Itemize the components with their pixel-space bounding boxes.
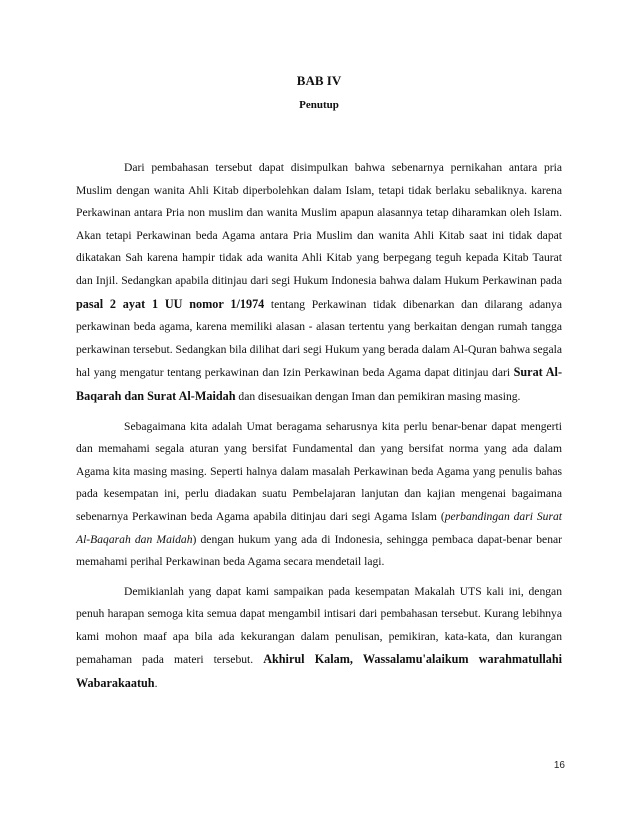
page-number: 16 — [553, 760, 565, 771]
chapter-label: BAB IV — [296, 73, 342, 88]
text-segment: . — [154, 677, 158, 691]
body-text — [76, 157, 562, 696]
text-segment: ) dengan hukum yang ada di Indonesia, sehingga pembaca dapat-benar benar memahami perihal Perkawinan beda Agama secara mendetail lagi. — [76, 532, 562, 569]
text-segment: Dari pembahasan tersebut dapat disimpulkan bahwa sebenarnya pernikahan antara pria Muslim dengan wanita Ahli Kitab diperbolehkan dalam Islam, tetapi tidak berlaku sebaliknya. karena Perkawinan antara Pria non muslim dan wanita Muslim apapun alasannya tetap diharamkan oleh Islam. Akan tetapi Perkawinan beda Agama antara Pria Muslim dan wanita Ahli Kitab saat ini tidak dapat dikatakan Sah karena hampir tidak ada wanita Ahli Kitab yang berpegang teguh kepada Kitab Taurat dan Injil. Sedangkan apabila ditinjau dari segi Hukum Indonesia bahwa dalam Hukum Perkawinan pada — [76, 161, 562, 287]
text-segment: tentang Perkawinan tidak dibenarkan dan dilarang adanya perkawinan beda agama, karena memiliki alasan - alasan tertentu yang berkaitan dengan rumah tangga perkawinan tersebut. Sedangkan bila dilihat dari segi Hukum yang berada dalam Al-Quran bahwa segala hal yang mengatur tentang perkawinan dan Izin Perkawinan beda Agama dapat ditinjau dari — [76, 297, 562, 380]
chapter-title: Penutup — [299, 99, 339, 111]
bold-surah-reference: Surat Al-Baqarah dan Surat Al-Maidah — [76, 365, 562, 403]
bold-closing-greeting: Akhirul Kalam, Wassalamu'alaikum warahmatullahi Wabarakaatuh — [76, 652, 563, 691]
paragraph-conclusion — [76, 157, 562, 409]
paragraph-closing — [76, 581, 562, 696]
text-segment: Demikianlah yang dapat kami sampaikan pada kesempatan Makalah UTS kali ini, dengan penuh harapan semoga kita semua dapat mengambil intisari dari pembahasan tersebut. Kurang lebihnya kami mohon maaf apa bila ada kekurangan dalam penulisan, pemikiran, kata-kata, dan kurangan pemahaman pada materi tersebut. — [76, 584, 562, 667]
chapter-heading — [0, 73, 638, 89]
text-segment: dan disesuaikan dengan Iman dan pemikiran masing masing. — [235, 389, 521, 403]
bold-law-reference: pasal 2 ayat 1 UU nomor 1/1974 — [76, 296, 265, 311]
paragraph-recommendation — [76, 416, 562, 574]
text-segment: Sebagaimana kita adalah Umat beragama seharusnya kita perlu benar-benar dapat mengerti dan memahami segala aturan yang bersifat Fundamental dan yang bersifat norma yang ada dalam Agama kita masing masing. Seperti halnya dalam masalah Perkawinan beda Agama yang penulis bahas pada kesempatan ini, perlu diadakan suatu Pembelajaran lanjutan dan kajian mengenai bagaimana sebenarnya Perkawinan beda Agama apabila ditinjau dari segi Agama Islam ( — [76, 419, 562, 523]
italic-comparison: perbandingan dari Surat Al-Baqarah dan Maidah — [76, 509, 562, 546]
